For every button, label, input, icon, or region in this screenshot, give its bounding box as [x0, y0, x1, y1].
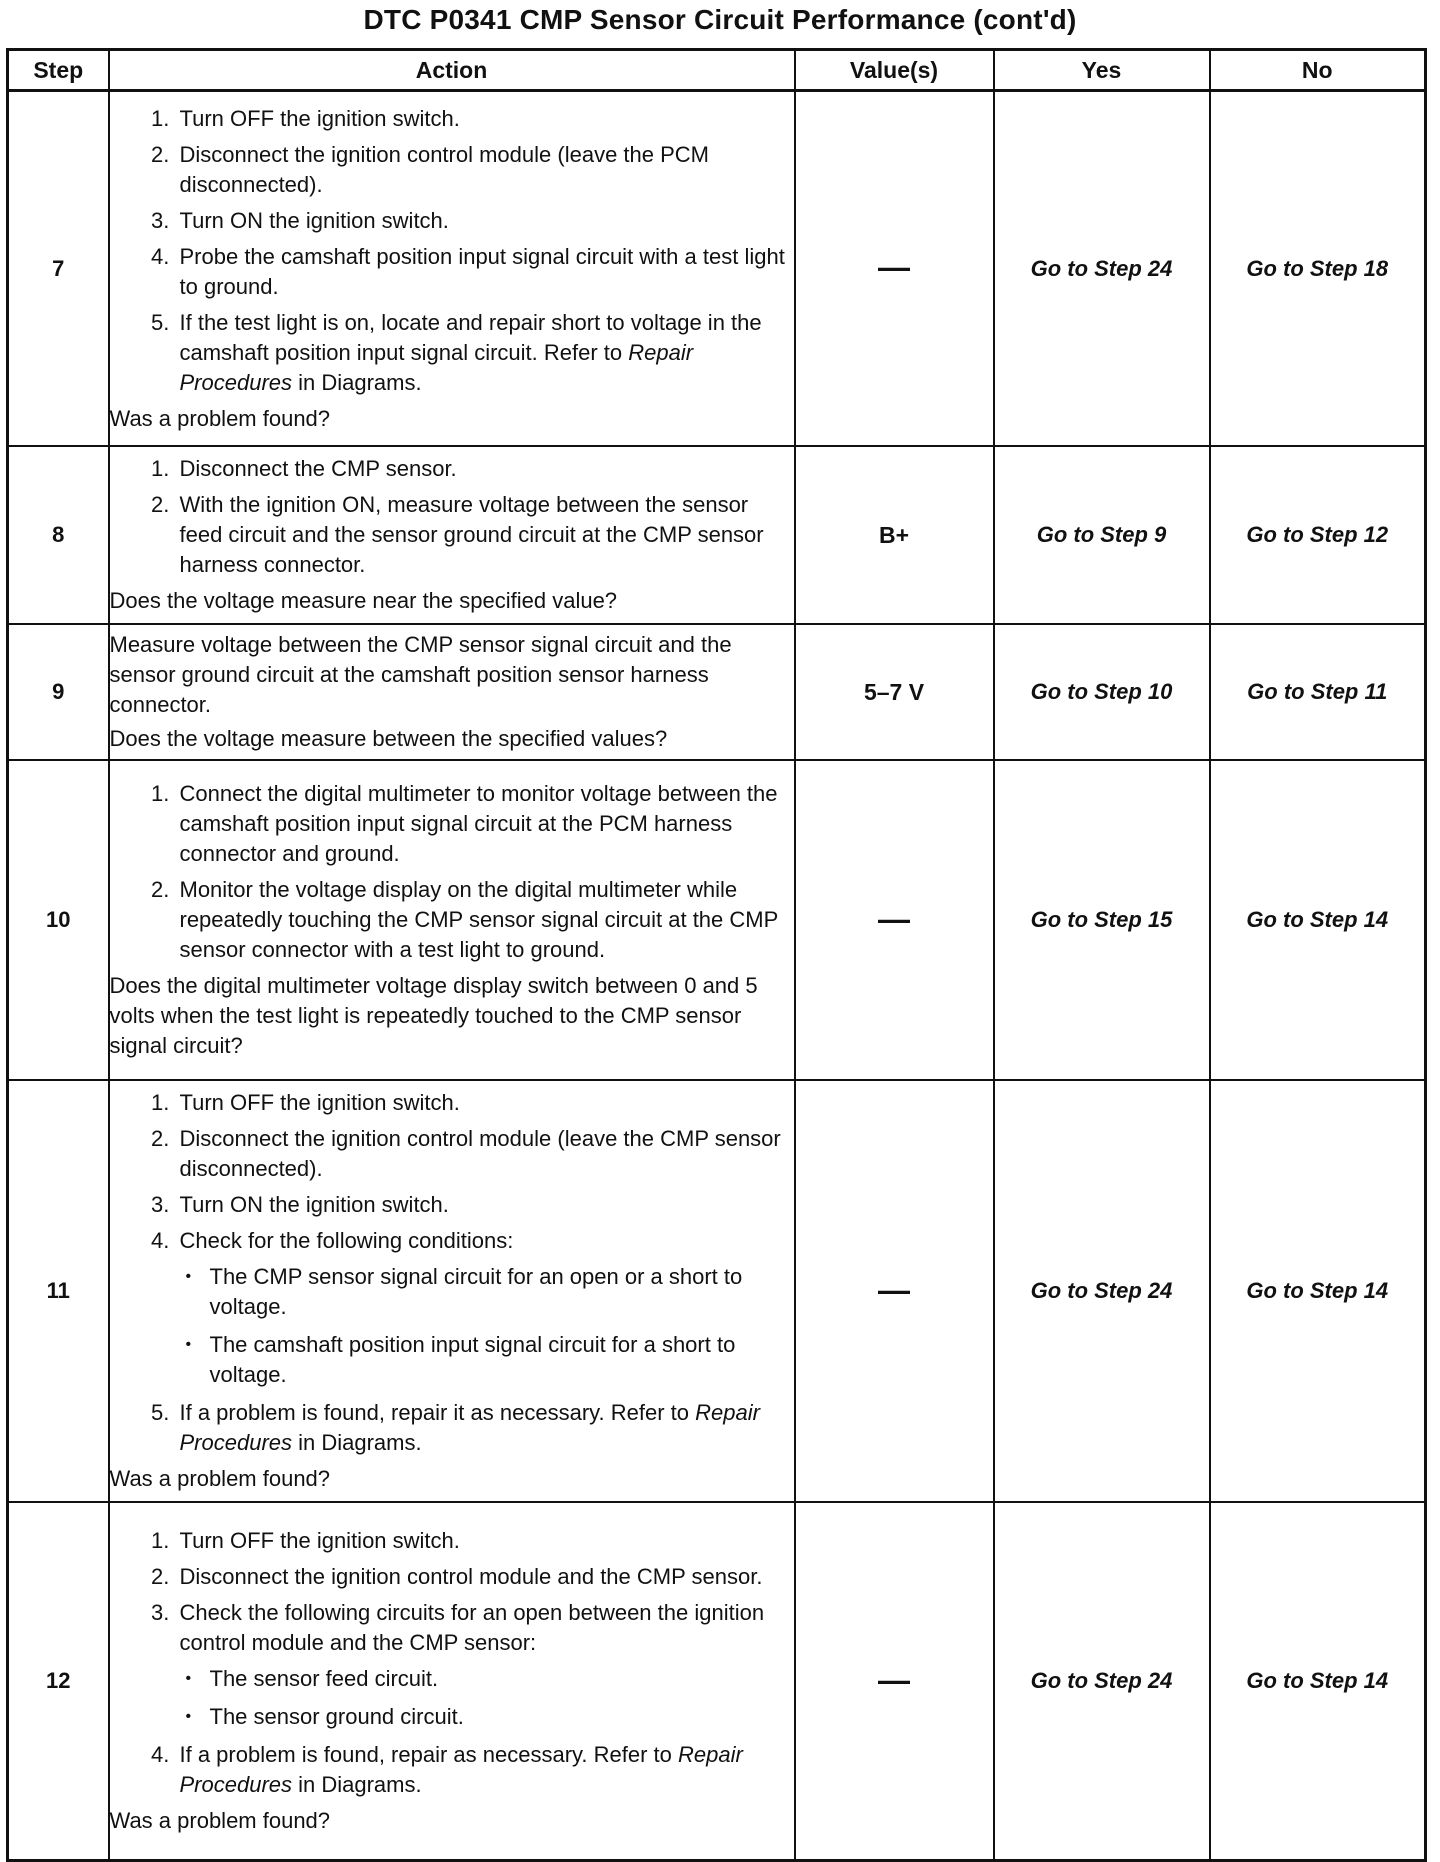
diagnostic-table	[6, 48, 1427, 1862]
action-cell	[109, 1502, 795, 1861]
yes-cell: Go to Step 24	[994, 1502, 1210, 1861]
col-header-yes: Yes	[994, 50, 1210, 91]
action-item: 4. Check for the following conditions: • The CMP sensor signal circuit for an open or a short to voltage. • The camshaft position input signal circuit for a short to voltage.	[176, 1226, 794, 1390]
action-item: 2. Disconnect the ignition control module (leave the PCM disconnected).	[176, 140, 794, 200]
table-row-step-9	[8, 624, 1426, 760]
header-row	[8, 50, 1426, 91]
value-cell: —	[795, 91, 994, 447]
col-header-values: Value(s)	[795, 50, 994, 91]
circuit-item: • The sensor feed circuit.	[210, 1664, 794, 1694]
no-cell: Go to Step 14	[1210, 760, 1426, 1080]
action-item: 2. Monitor the voltage display on the digital multimeter while repeatedly touching the CMP sensor signal circuit at the CMP sensor connector with a test light to ground.	[176, 875, 794, 965]
action-item: 1. Connect the digital multimeter to monitor voltage between the camshaft position input signal circuit at the PCM harness connector and ground.	[176, 779, 794, 869]
value-cell: —	[795, 760, 994, 1080]
circuit-item: • The sensor ground circuit.	[210, 1702, 794, 1732]
action-cell	[109, 624, 795, 760]
table-row-step-12	[8, 1502, 1426, 1861]
action-item: 1. Turn OFF the ignition switch.	[176, 104, 794, 134]
table-row-step-11	[8, 1080, 1426, 1502]
action-item: 1. Disconnect the CMP sensor.	[176, 454, 794, 484]
col-header-step: Step	[8, 50, 109, 91]
question-text: Does the digital multimeter voltage display switch between 0 and 5 volts when the test light is repeatedly touched to the CMP sensor signal circuit?	[109, 973, 758, 1058]
condition-item: • The CMP sensor signal circuit for an open or a short to voltage.	[210, 1262, 794, 1322]
no-cell: Go to Step 18	[1210, 91, 1426, 447]
action-item: 4. Probe the camshaft position input signal circuit with a test light to ground.	[176, 242, 794, 302]
no-cell: Go to Step 11	[1210, 624, 1426, 760]
action-item: 2. With the ignition ON, measure voltage between the sensor feed circuit and the sensor ground circuit at the CMP sensor harness connector.	[176, 490, 794, 580]
question-text: Does the voltage measure near the specified value?	[109, 588, 618, 613]
col-header-no: No	[1210, 50, 1426, 91]
value-cell: —	[795, 1502, 994, 1861]
table-row-step-10	[8, 760, 1426, 1080]
table-row-step-8	[8, 446, 1426, 624]
action-item: 2. Disconnect the ignition control module (leave the CMP sensor disconnected).	[176, 1124, 794, 1184]
action-item: 1. Turn OFF the ignition switch.	[176, 1088, 794, 1118]
question-text: Was a problem found?	[109, 405, 331, 431]
action-text: Measure voltage between the CMP sensor signal circuit and the sensor ground circuit at the camshaft position sensor harness connector.	[109, 632, 732, 717]
step-number: 11	[8, 1080, 109, 1502]
action-cell	[109, 446, 795, 624]
no-cell: Go to Step 14	[1210, 1502, 1426, 1861]
question-text: Does the voltage measure between the specified values?	[109, 726, 668, 751]
step-number: 10	[8, 760, 109, 1080]
action-cell	[109, 91, 795, 447]
question-text: Was a problem found?	[109, 1466, 331, 1491]
action-item: 5. If the test light is on, locate and repair short to voltage in the camshaft position input signal circuit. Refer to Repair Procedures in Diagrams.	[176, 308, 794, 398]
condition-list	[180, 1262, 794, 1390]
action-item: 5. If a problem is found, repair it as necessary. Refer to Repair Procedures in Diagrams.	[176, 1398, 794, 1458]
action-item: 1. Turn OFF the ignition switch.	[176, 1526, 794, 1556]
repair-procedures-ref: Repair Procedures	[179, 1742, 743, 1797]
step-number: 12	[8, 1502, 109, 1861]
value-cell: 5–7 V	[795, 624, 994, 760]
question-text: Was a problem found?	[109, 1808, 331, 1833]
step-number: 7	[8, 91, 109, 447]
yes-cell: Go to Step 24	[994, 91, 1210, 447]
condition-item: • The camshaft position input signal circuit for a short to voltage.	[210, 1330, 794, 1390]
action-cell	[109, 760, 795, 1080]
step-number: 8	[8, 446, 109, 624]
step-number: 9	[8, 624, 109, 760]
action-item: 4. If a problem is found, repair as necessary. Refer to Repair Procedures in Diagrams.	[176, 1740, 794, 1800]
yes-cell: Go to Step 15	[994, 760, 1210, 1080]
action-item: 2. Disconnect the ignition control module and the CMP sensor.	[176, 1562, 794, 1592]
col-header-action: Action	[109, 50, 795, 91]
circuit-list	[180, 1664, 794, 1732]
action-cell	[109, 1080, 795, 1502]
repair-procedures-ref: Repair Procedures	[179, 339, 694, 395]
yes-cell: Go to Step 10	[994, 624, 1210, 760]
value-cell: —	[795, 1080, 994, 1502]
no-cell: Go to Step 12	[1210, 446, 1426, 624]
yes-cell: Go to Step 9	[994, 446, 1210, 624]
table-row-step-7	[8, 91, 1426, 447]
action-item: 3. Check the following circuits for an open between the ignition control module and the CMP sensor: • The sensor feed circuit. • The sensor ground circuit.	[176, 1598, 794, 1732]
action-item: 3. Turn ON the ignition switch.	[176, 1190, 794, 1220]
no-cell: Go to Step 14	[1210, 1080, 1426, 1502]
value-cell: B+	[795, 446, 994, 624]
repair-procedures-ref: Repair Procedures	[179, 1400, 760, 1455]
yes-cell: Go to Step 24	[994, 1080, 1210, 1502]
action-item: 3. Turn ON the ignition switch.	[176, 206, 794, 236]
page-title: DTC P0341 CMP Sensor Circuit Performance (cont'd)	[363, 4, 1077, 35]
